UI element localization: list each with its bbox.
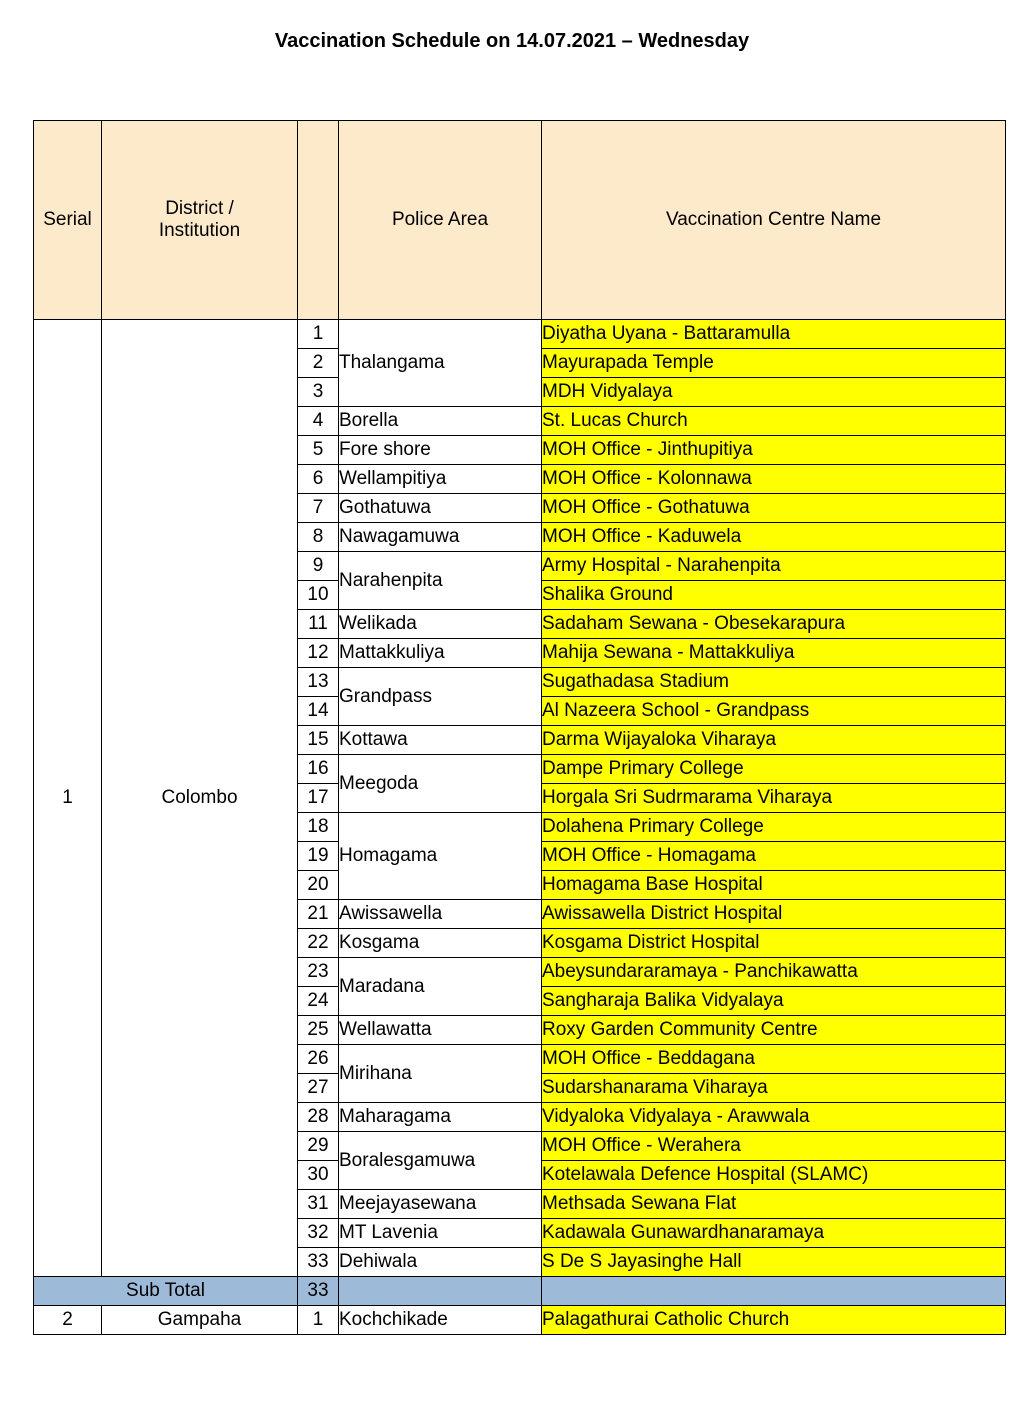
centre-cell: Sangharaja Balika Vidyalaya	[542, 987, 1006, 1016]
header-district-line2: Institution	[158, 220, 241, 241]
row-number: 10	[298, 581, 339, 610]
page-title: Vaccination Schedule on 14.07.2021 – Wednesday	[274, 30, 750, 52]
row-number: 31	[298, 1190, 339, 1219]
centre-cell: MOH Office - Werahera	[542, 1132, 1006, 1161]
header-district-line1: District /	[165, 198, 234, 220]
serial-cell: 2	[34, 1306, 102, 1335]
row-number: 5	[298, 436, 339, 465]
subtotal-empty-centre	[542, 1277, 1006, 1306]
centre-cell: Roxy Garden Community Centre	[542, 1016, 1006, 1045]
subtotal-empty-area	[339, 1277, 542, 1306]
row-number: 3	[298, 378, 339, 407]
centre-cell: St. Lucas Church	[542, 407, 1006, 436]
police-area-cell: Kottawa	[339, 726, 542, 755]
row-number: 12	[298, 639, 339, 668]
row-number: 11	[298, 610, 339, 639]
row-number: 33	[298, 1248, 339, 1277]
police-area-cell: Maradana	[339, 958, 542, 1016]
schedule-table	[33, 120, 1006, 1335]
police-area-cell: Nawagamuwa	[339, 523, 542, 552]
centre-cell: Darma Wijayaloka Viharaya	[542, 726, 1006, 755]
district-cell: Gampaha	[102, 1306, 298, 1335]
centre-cell: Al Nazeera School - Grandpass	[542, 697, 1006, 726]
row-number: 1	[298, 320, 339, 349]
centre-cell: Sugathadasa Stadium	[542, 668, 1006, 697]
police-area-cell: Thalangama	[339, 320, 542, 407]
header-police-area: Police Area	[339, 121, 542, 320]
police-area-cell: Kosgama	[339, 929, 542, 958]
centre-cell: MOH Office - Beddagana	[542, 1045, 1006, 1074]
row-number: 30	[298, 1161, 339, 1190]
police-area-cell: Narahenpita	[339, 552, 542, 610]
row-number: 1	[298, 1306, 339, 1335]
centre-cell: Abeysundararamaya - Panchikawatta	[542, 958, 1006, 987]
centre-cell: Methsada Sewana Flat	[542, 1190, 1006, 1219]
header-district	[102, 121, 298, 320]
centre-cell: Vidyaloka Vidyalaya - Arawwala	[542, 1103, 1006, 1132]
police-area-cell: Gothatuwa	[339, 494, 542, 523]
row-number: 2	[298, 349, 339, 378]
row-number: 18	[298, 813, 339, 842]
header-number	[298, 121, 339, 320]
centre-cell: Diyatha Uyana - Battaramulla	[542, 320, 1006, 349]
police-area-cell: Borella	[339, 407, 542, 436]
row-number: 4	[298, 407, 339, 436]
row-number: 19	[298, 842, 339, 871]
centre-cell: Mayurapada Temple	[542, 349, 1006, 378]
police-area-cell: Fore shore	[339, 436, 542, 465]
centre-cell: MOH Office - Kaduwela	[542, 523, 1006, 552]
police-area-cell: Dehiwala	[339, 1248, 542, 1277]
centre-cell: Kadawala Gunawardhanaramaya	[542, 1219, 1006, 1248]
row-number: 26	[298, 1045, 339, 1074]
police-area-cell: Meejayasewana	[339, 1190, 542, 1219]
row-number: 15	[298, 726, 339, 755]
row-number: 14	[298, 697, 339, 726]
subtotal-value: 33	[298, 1277, 339, 1306]
centre-cell: MOH Office - Kolonnawa	[542, 465, 1006, 494]
centre-cell: Mahija Sewana - Mattakkuliya	[542, 639, 1006, 668]
centre-cell: S De S Jayasinghe Hall	[542, 1248, 1006, 1277]
police-area-cell: MT Lavenia	[339, 1219, 542, 1248]
row-number: 27	[298, 1074, 339, 1103]
header-row	[34, 121, 1006, 320]
row-number: 24	[298, 987, 339, 1016]
police-area-cell: Homagama	[339, 813, 542, 900]
table-row	[34, 1306, 1006, 1335]
centre-cell: Dolahena Primary College	[542, 813, 1006, 842]
row-number: 22	[298, 929, 339, 958]
row-number: 32	[298, 1219, 339, 1248]
centre-cell: Shalika Ground	[542, 581, 1006, 610]
district-cell: Colombo	[102, 320, 298, 1277]
police-area-cell: Wellampitiya	[339, 465, 542, 494]
centre-cell: Dampe Primary College	[542, 755, 1006, 784]
centre-cell: MOH Office - Jinthupitiya	[542, 436, 1006, 465]
centre-cell: MOH Office - Homagama	[542, 842, 1006, 871]
centre-cell: Homagama Base Hospital	[542, 871, 1006, 900]
row-number: 6	[298, 465, 339, 494]
row-number: 8	[298, 523, 339, 552]
centre-cell: Palagathurai Catholic Church	[542, 1306, 1006, 1335]
row-number: 16	[298, 755, 339, 784]
row-number: 28	[298, 1103, 339, 1132]
police-area-cell: Maharagama	[339, 1103, 542, 1132]
row-number: 17	[298, 784, 339, 813]
row-number: 21	[298, 900, 339, 929]
header-centre: Vaccination Centre Name	[542, 121, 1006, 320]
police-area-cell: Awissawella	[339, 900, 542, 929]
centre-cell: MDH Vidyalaya	[542, 378, 1006, 407]
row-number: 20	[298, 871, 339, 900]
centre-cell: Horgala Sri Sudrmarama Viharaya	[542, 784, 1006, 813]
police-area-cell: Meegoda	[339, 755, 542, 813]
row-number: 9	[298, 552, 339, 581]
header-serial: Serial	[34, 121, 102, 320]
row-number: 13	[298, 668, 339, 697]
police-area-cell: Mirihana	[339, 1045, 542, 1103]
subtotal-label: Sub Total	[34, 1277, 298, 1306]
row-number: 29	[298, 1132, 339, 1161]
police-area-cell: Boralesgamuwa	[339, 1132, 542, 1190]
centre-cell: Kotelawala Defence Hospital (SLAMC)	[542, 1161, 1006, 1190]
serial-cell: 1	[34, 320, 102, 1277]
police-area-cell: Grandpass	[339, 668, 542, 726]
centre-cell: Sadaham Sewana - Obesekarapura	[542, 610, 1006, 639]
table-row	[34, 320, 1006, 349]
row-number: 25	[298, 1016, 339, 1045]
centre-cell: MOH Office - Gothatuwa	[542, 494, 1006, 523]
subtotal-row	[34, 1277, 1006, 1306]
row-number: 23	[298, 958, 339, 987]
row-number: 7	[298, 494, 339, 523]
police-area-cell: Mattakkuliya	[339, 639, 542, 668]
centre-cell: Kosgama District Hospital	[542, 929, 1006, 958]
centre-cell: Army Hospital - Narahenpita	[542, 552, 1006, 581]
centre-cell: Awissawella District Hospital	[542, 900, 1006, 929]
centre-cell: Sudarshanarama Viharaya	[542, 1074, 1006, 1103]
police-area-cell: Wellawatta	[339, 1016, 542, 1045]
police-area-cell: Kochchikade	[339, 1306, 542, 1335]
police-area-cell: Welikada	[339, 610, 542, 639]
